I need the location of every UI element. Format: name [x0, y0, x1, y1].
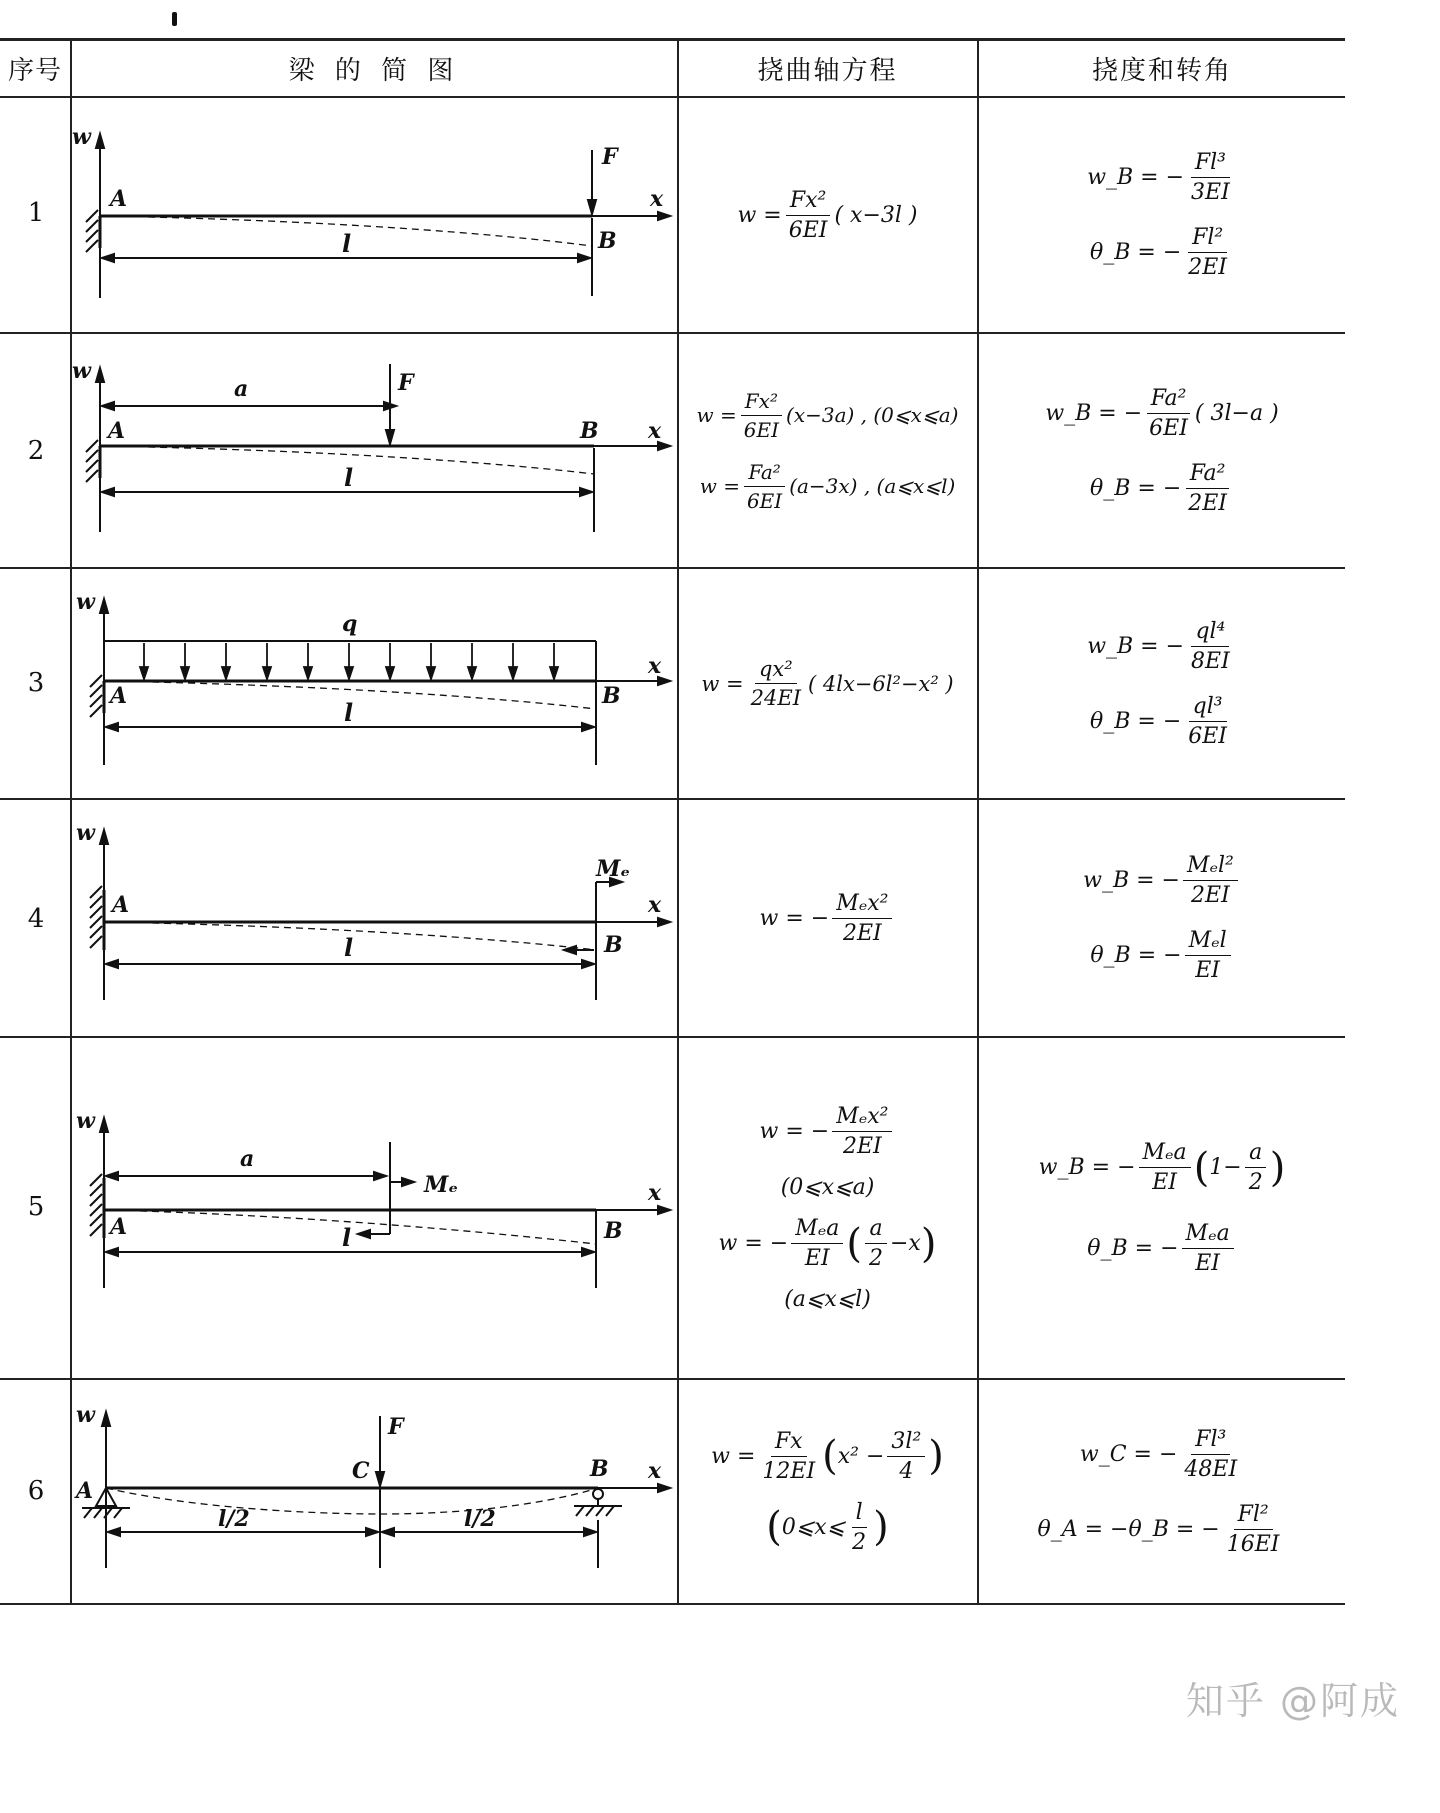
deflection-equation: w = − $\frac{\text{Mₑx²}}{2EI}$ — [760, 1104, 896, 1159]
point-label-a: A — [110, 186, 128, 212]
domain-condition: (0⩽x⩽a) — [780, 1175, 875, 1200]
beam-diagram-4 — [72, 800, 676, 1036]
load-arrowhead — [140, 667, 148, 679]
length-label-l: l — [342, 1223, 352, 1252]
equation-cell-4 — [679, 800, 976, 1036]
beam-diagram-5 — [72, 1038, 676, 1378]
beam-diagram-6 — [72, 1380, 676, 1603]
length-label-half-l: l/2 — [464, 1506, 496, 1532]
result-cell-2 — [979, 334, 1345, 567]
point-label-b: B — [602, 683, 621, 709]
end-deflection: w_B = − $\frac{\text{Fl³}}{3EI}$ — [1087, 150, 1230, 205]
length-label-l: l — [342, 229, 352, 258]
equation-cell-2 — [679, 334, 976, 567]
length-label-a: a — [240, 1146, 255, 1172]
deflection-equation: w = $\frac{\text{Fx²}}{6EI}$ ( x−3l ) — [737, 187, 918, 243]
length-label-half-l: l/2 — [218, 1506, 250, 1532]
row-number: 1 — [27, 198, 45, 228]
force-label-f: F — [388, 1414, 404, 1440]
axis-label-w: w — [76, 820, 95, 846]
end-rotation: θ_B = − $\frac{\text{Fl²}}{2EI}$ — [1089, 225, 1227, 280]
moment-label-me: Mₑ — [424, 1172, 459, 1198]
result-cell-6 — [979, 1380, 1345, 1603]
row-number: 5 — [27, 1192, 45, 1222]
point-label-a: A — [110, 1214, 128, 1240]
row-number: 2 — [27, 436, 45, 466]
point-label-b: B — [580, 418, 599, 444]
axis-label-x: x — [648, 418, 662, 444]
load-arrowhead — [427, 667, 435, 679]
axis-label-x: x — [648, 1458, 662, 1484]
axis-label-w: w — [76, 1402, 95, 1428]
beam-diagram-2 — [72, 334, 676, 567]
axis-label-w: w — [76, 589, 95, 615]
load-arrowhead — [345, 667, 353, 679]
result-cell-3 — [979, 569, 1345, 798]
point-label-b: B — [598, 228, 617, 254]
end-rotation: θ_B = − $\frac{\text{ql³}}{6EI}$ — [1089, 693, 1227, 749]
end-rotation: θ_B = − $\frac{\text{Mₑa}}{EI}$ — [1087, 1221, 1236, 1276]
length-label-a: a — [234, 376, 249, 402]
end-rotation: θ_B = − $\frac{\text{Fa²}}{2EI}$ — [1090, 461, 1234, 516]
point-label-a: A — [108, 418, 126, 444]
row-number: 4 — [27, 904, 45, 934]
equation-cell-6 — [679, 1380, 976, 1603]
end-deflection: w_B = − $\frac{\text{ql⁴}}{8EI}$ — [1087, 618, 1230, 674]
header-equation: 挠曲轴方程 — [757, 55, 898, 86]
axis-label-w: w — [72, 124, 91, 150]
header-deflection: 挠度和转角 — [1091, 55, 1232, 86]
point-label-a: A — [76, 1478, 94, 1504]
deflection-equation: w = $\frac{\text{qx²}}{24EI}$ ( 4lx−6l²−x² ) — [701, 657, 954, 710]
load-arrowhead — [386, 667, 394, 679]
load-label-q: q — [342, 611, 358, 637]
axis-label-x: x — [648, 653, 662, 679]
moment-label-me: Mₑ — [596, 856, 631, 882]
load-arrowhead — [181, 667, 189, 679]
force-label-f: F — [602, 144, 618, 170]
load-arrowhead — [304, 667, 312, 679]
point-label-c: C — [352, 1458, 370, 1484]
length-label-l: l — [344, 933, 354, 962]
length-label-l: l — [344, 463, 354, 492]
deflection-equation: w = − $\frac{\text{Mₑx²}}{2EI}$ — [760, 891, 896, 946]
equation-cell-5 — [679, 1038, 976, 1378]
load-arrowhead — [263, 667, 271, 679]
end-rotation: θ_B = − $\frac{\text{Mₑl}}{EI}$ — [1090, 928, 1233, 983]
deflection-equation: w = − $\frac{\text{Mₑa}}{EI}$ ( $\frac{a}{2}$ −x ) — [718, 1216, 937, 1271]
header-no: 序号 — [7, 55, 62, 86]
beam-diagram-3 — [72, 569, 676, 798]
load-arrowhead — [509, 667, 517, 679]
end-rotation: θ_A = −θ_B = − $\frac{\text{Fl²}}{16EI}$ — [1037, 1501, 1280, 1557]
row-number: 3 — [27, 668, 45, 698]
domain-condition: (a⩽x⩽l) — [784, 1287, 871, 1312]
point-label-a: A — [110, 683, 128, 709]
force-label-f: F — [398, 370, 414, 396]
result-cell-5 — [979, 1038, 1345, 1378]
point-label-a: A — [112, 892, 130, 918]
end-deflection: w_B = − $\frac{\text{Mₑa}}{EI}$ ( 1− $\frac{a}{2}$ ) — [1038, 1140, 1286, 1195]
domain-condition: ( 0⩽x⩽ $\frac{l}{2}$ ) — [766, 1499, 889, 1555]
header-diagram: 梁 的 简 图 — [288, 55, 460, 86]
end-deflection: w_B = − $\frac{\text{Mₑl²}}{2EI}$ — [1083, 853, 1241, 908]
point-label-b: B — [604, 1218, 623, 1244]
axis-label-w: w — [72, 358, 91, 384]
point-label-b: B — [590, 1456, 609, 1482]
end-deflection: w_B = − $\frac{\text{Fa²}}{6EI}$ ( 3l−a ) — [1045, 385, 1279, 441]
deflection-equation: w = $\frac{\text{Fx²}}{6EI}$ (x−3a) , (0⩽x⩽a) — [696, 388, 959, 442]
deflection-equation: w = $\frac{Fx}{12EI}$ ( x² − $\frac{\text{3l²}}{4}$ ) — [711, 1428, 944, 1484]
beam-diagram-1 — [72, 98, 676, 332]
point-label-b: B — [604, 932, 623, 958]
table-bottom-rule — [0, 1603, 1345, 1605]
length-label-l: l — [344, 698, 354, 727]
scan-mark — [172, 12, 177, 26]
axis-label-x: x — [650, 186, 664, 212]
load-arrowhead — [222, 667, 230, 679]
watermark: 知乎 @阿成 — [1185, 1679, 1400, 1723]
equation-cell-3 — [679, 569, 976, 798]
midspan-deflection: w_C = − $\frac{\text{Fl³}}{48EI}$ — [1079, 1426, 1238, 1482]
axis-label-x: x — [648, 892, 662, 918]
axis-label-w: w — [76, 1108, 95, 1134]
load-arrowhead — [550, 667, 558, 679]
result-cell-1 — [979, 98, 1345, 332]
result-cell-4 — [979, 800, 1345, 1036]
equation-cell-1 — [679, 98, 976, 332]
load-arrowhead — [468, 667, 476, 679]
axis-label-x: x — [648, 1180, 662, 1206]
deflection-equation: w = $\frac{\text{Fa²}}{6EI}$ (a−3x) , (a⩽x⩽l) — [699, 459, 956, 513]
row-number: 6 — [27, 1476, 45, 1506]
